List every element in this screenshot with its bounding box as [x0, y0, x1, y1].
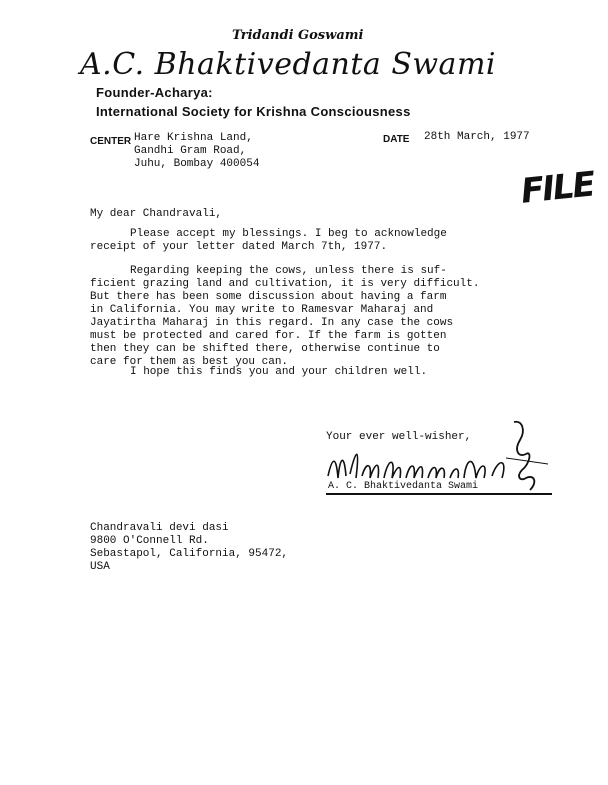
paragraph-line: then they can be shifted there, otherwise continue to [90, 343, 440, 355]
date-label: DATE [383, 134, 410, 145]
letterhead-position: Founder-Acharya: [96, 85, 213, 100]
date-value: 28th March, 1977 [424, 131, 530, 143]
paragraph-line: must be protected and cared for. If the farm is gotten [90, 330, 447, 342]
file-stamp: FILE [519, 164, 596, 212]
letterhead-society: International Society for Krishna Consciousness [96, 104, 411, 119]
closing: Your ever well-wisher, [326, 431, 472, 443]
signer-name: A. C. Bhaktivedanta Swami [328, 481, 479, 492]
center-address [134, 132, 259, 171]
recipient-line: Chandravali devi dasi [90, 522, 229, 534]
letterhead-name: A.C. Bhaktivedanta Swami [80, 47, 496, 82]
address-line: Juhu, Bombay 400054 [134, 158, 260, 170]
paragraph-line: care for them as best you can. [90, 356, 289, 368]
paragraph-line: in California. You may write to Ramesvar Maharaj and [90, 304, 434, 316]
paragraph-1 [90, 228, 447, 254]
paragraph-line: receipt of your letter dated March 7th, 1977. [90, 241, 388, 253]
paragraph-2 [90, 265, 479, 369]
paragraph-line: ficient grazing land and cultivation, it is very difficult. [90, 278, 480, 290]
address-line: Gandhi Gram Road, [134, 145, 247, 157]
signature-rule [326, 493, 552, 495]
paragraph-line: Please accept my blessings. I beg to acknowledge [130, 228, 447, 240]
salutation: My dear Chandravali, [90, 208, 223, 220]
paragraph-line: But there has been some discussion about having a farm [90, 291, 447, 303]
center-label: CENTER [90, 136, 132, 147]
paragraph-line: Jayatirtha Maharaj in this regard. In any case the cows [90, 317, 454, 329]
paragraph-line: Regarding keeping the cows, unless there is suf- [130, 265, 447, 277]
recipient-line: USA [90, 561, 110, 573]
paragraph-line: I hope this finds you and your children well. [130, 366, 428, 378]
letterhead-title-prefix: Tridandi Goswami [232, 28, 364, 43]
recipient-address [90, 522, 288, 574]
recipient-line: Sebastapol, California, 95472, [90, 548, 289, 560]
paragraph-3 [90, 366, 427, 379]
recipient-line: 9800 O'Connell Rd. [90, 535, 209, 547]
address-line: Hare Krishna Land, [134, 132, 253, 144]
